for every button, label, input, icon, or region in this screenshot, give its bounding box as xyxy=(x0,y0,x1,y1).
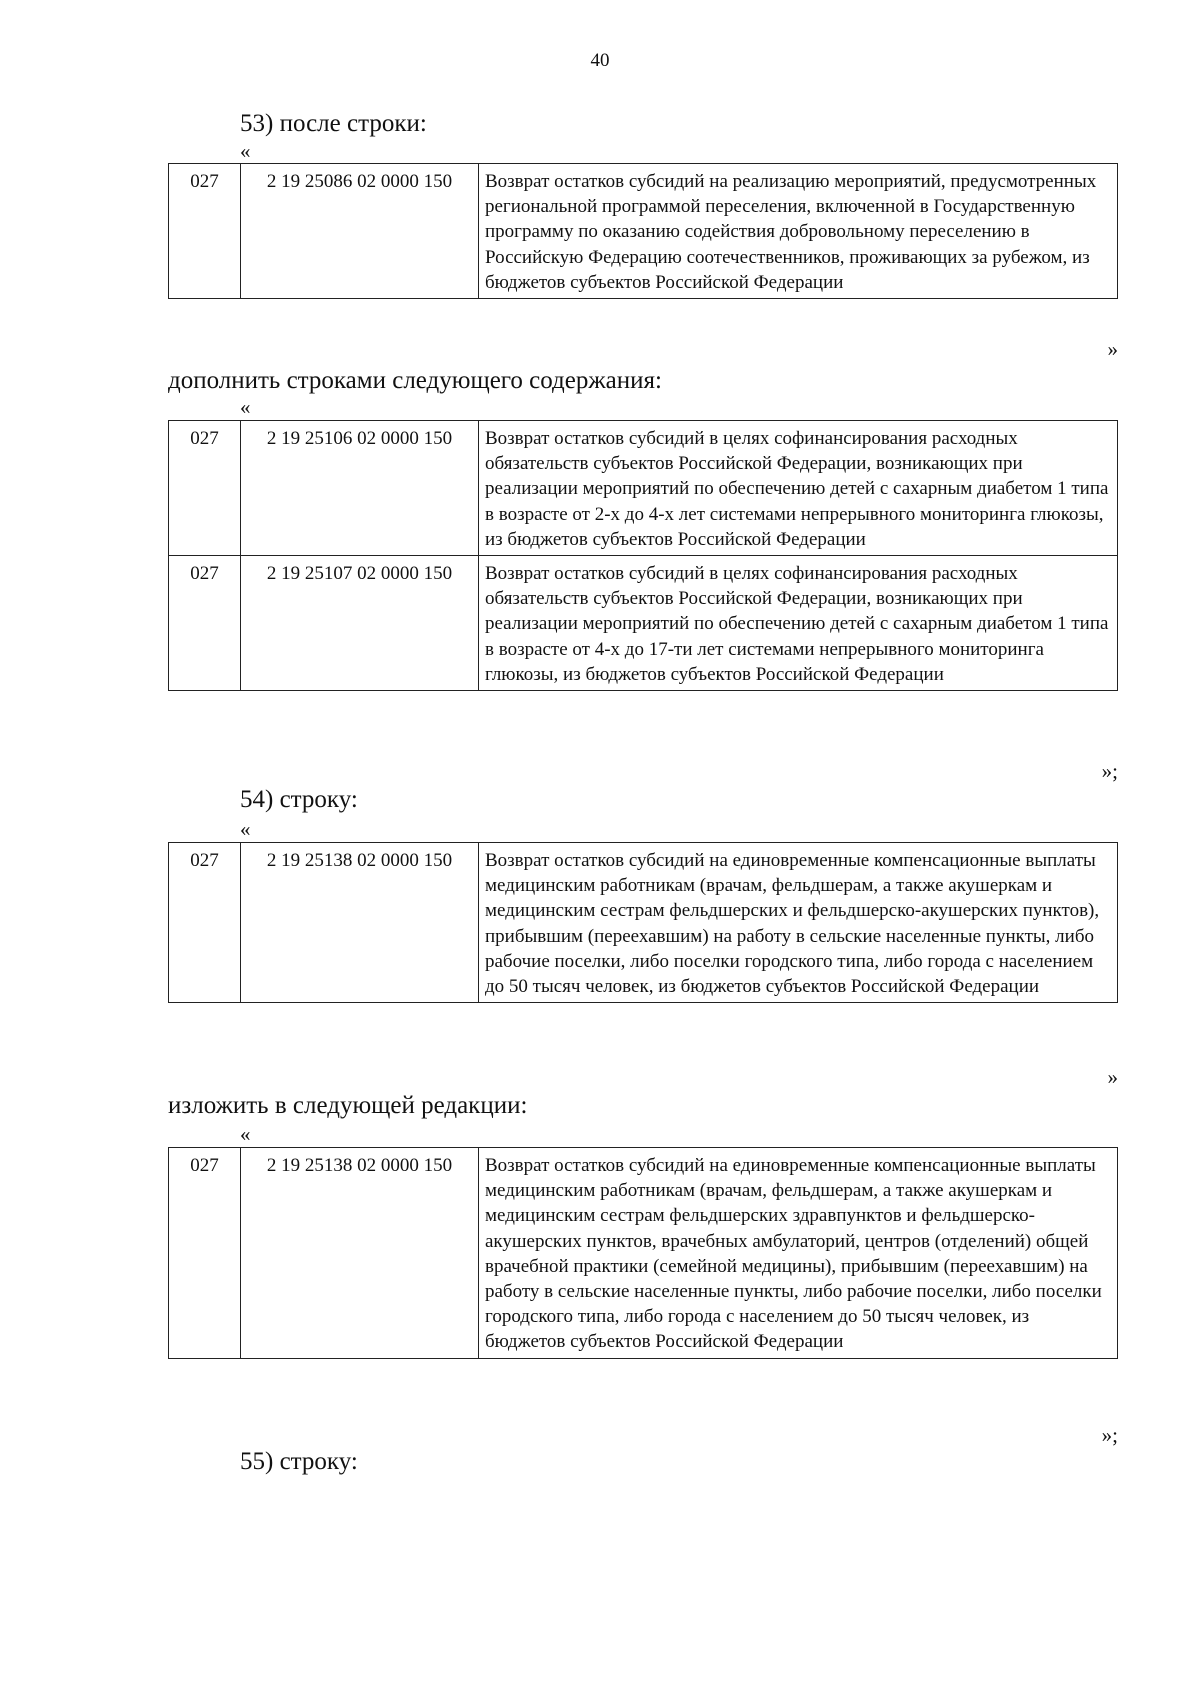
table-row xyxy=(169,164,1118,299)
kbk-cell: 2 19 25086 02 0000 150 xyxy=(241,164,479,299)
table-row xyxy=(169,556,1118,691)
kbk-cell: 2 19 25106 02 0000 150 xyxy=(241,421,479,556)
table-row xyxy=(169,1148,1118,1359)
table-53-new-rows xyxy=(168,420,1118,691)
code-cell: 027 xyxy=(169,556,241,691)
code-cell: 027 xyxy=(169,164,241,299)
instruction-new-wording: изложить в следующей редакции: xyxy=(168,1092,528,1119)
table-53-before xyxy=(168,163,1118,299)
code-cell: 027 xyxy=(169,843,241,1003)
open-quote: « xyxy=(240,1122,251,1146)
kbk-cell: 2 19 25107 02 0000 150 xyxy=(241,556,479,691)
description-cell: Возврат остатков субсидий на единовременные компенсационные выплаты медицинским работникам (врачам, фельдшерам, а также акушеркам и медицинским сестрам фельдшерских здравпунктов и фельдшерско-акушерских пунктов, врачебных амбулаторий, центров (отделений) общей врачебной практики (семейной медицины), прибывшим (переехавшим) на работу в сельские населенные пункты, либо рабочие поселки, либо поселки городского типа, либо города с населением до 50 тысяч человек, из бюджетов субъектов Российской Федерации xyxy=(479,1148,1118,1359)
description-cell: Возврат остатков субсидий в целях софинансирования расходных обязательств субъектов Российской Федерации, возникающих при реализации мероприятий по обеспечению детей с сахарным диабетом 1 типа в возрасте от 2-х до 4-х лет системами непрерывного мониторинга глюкозы, из бюджетов субъектов Российской Федерации xyxy=(479,421,1118,556)
instruction-add-rows: дополнить строками следующего содержания: xyxy=(168,367,662,394)
close-quote: »; xyxy=(1101,1423,1118,1447)
table-54-old-row xyxy=(168,842,1118,1003)
open-quote: « xyxy=(240,817,251,841)
table-54-new-row xyxy=(168,1147,1118,1359)
close-quote: » xyxy=(1107,337,1118,361)
code-cell: 027 xyxy=(169,1148,241,1359)
open-quote: « xyxy=(240,395,251,419)
open-quote: « xyxy=(240,139,251,163)
description-cell: Возврат остатков субсидий в целях софинансирования расходных обязательств субъектов Российской Федерации, возникающих при реализации мероприятий по обеспечению детей с сахарным диабетом 1 типа в возрасте от 4-х до 17-ти лет системами непрерывного мониторинга глюкозы, из бюджетов субъектов Российской Федерации xyxy=(479,556,1118,691)
table-row xyxy=(169,843,1118,1003)
code-cell: 027 xyxy=(169,421,241,556)
description-cell: Возврат остатков субсидий на реализацию мероприятий, предусмотренных региональной программой переселения, включенной в Государственную программу по оказанию содействия добровольному переселению в Российскую Федерацию соотечественников, проживающих за рубежом, из бюджетов субъектов Российской Федерации xyxy=(479,164,1118,299)
kbk-cell: 2 19 25138 02 0000 150 xyxy=(241,843,479,1003)
kbk-cell: 2 19 25138 02 0000 150 xyxy=(241,1148,479,1359)
section-55-heading: 55) строку: xyxy=(240,1448,358,1475)
table-row xyxy=(169,421,1118,556)
description-cell: Возврат остатков субсидий на единовременные компенсационные выплаты медицинским работникам (врачам, фельдшерам, а также акушеркам и медицинским сестрам фельдшерских и фельдшерско-акушерских пунктов), прибывшим (переехавшим) на работу в сельские населенные пункты, либо рабочие поселки, либо поселки городского типа, либо города с населением до 50 тысяч человек, из бюджетов субъектов Российской Федерации xyxy=(479,843,1118,1003)
section-54-heading: 54) строку: xyxy=(240,786,358,813)
close-quote: »; xyxy=(1101,759,1118,783)
close-quote: » xyxy=(1107,1065,1118,1089)
page-number: 40 xyxy=(590,50,610,71)
section-53-heading: 53) после строки: xyxy=(240,110,427,137)
